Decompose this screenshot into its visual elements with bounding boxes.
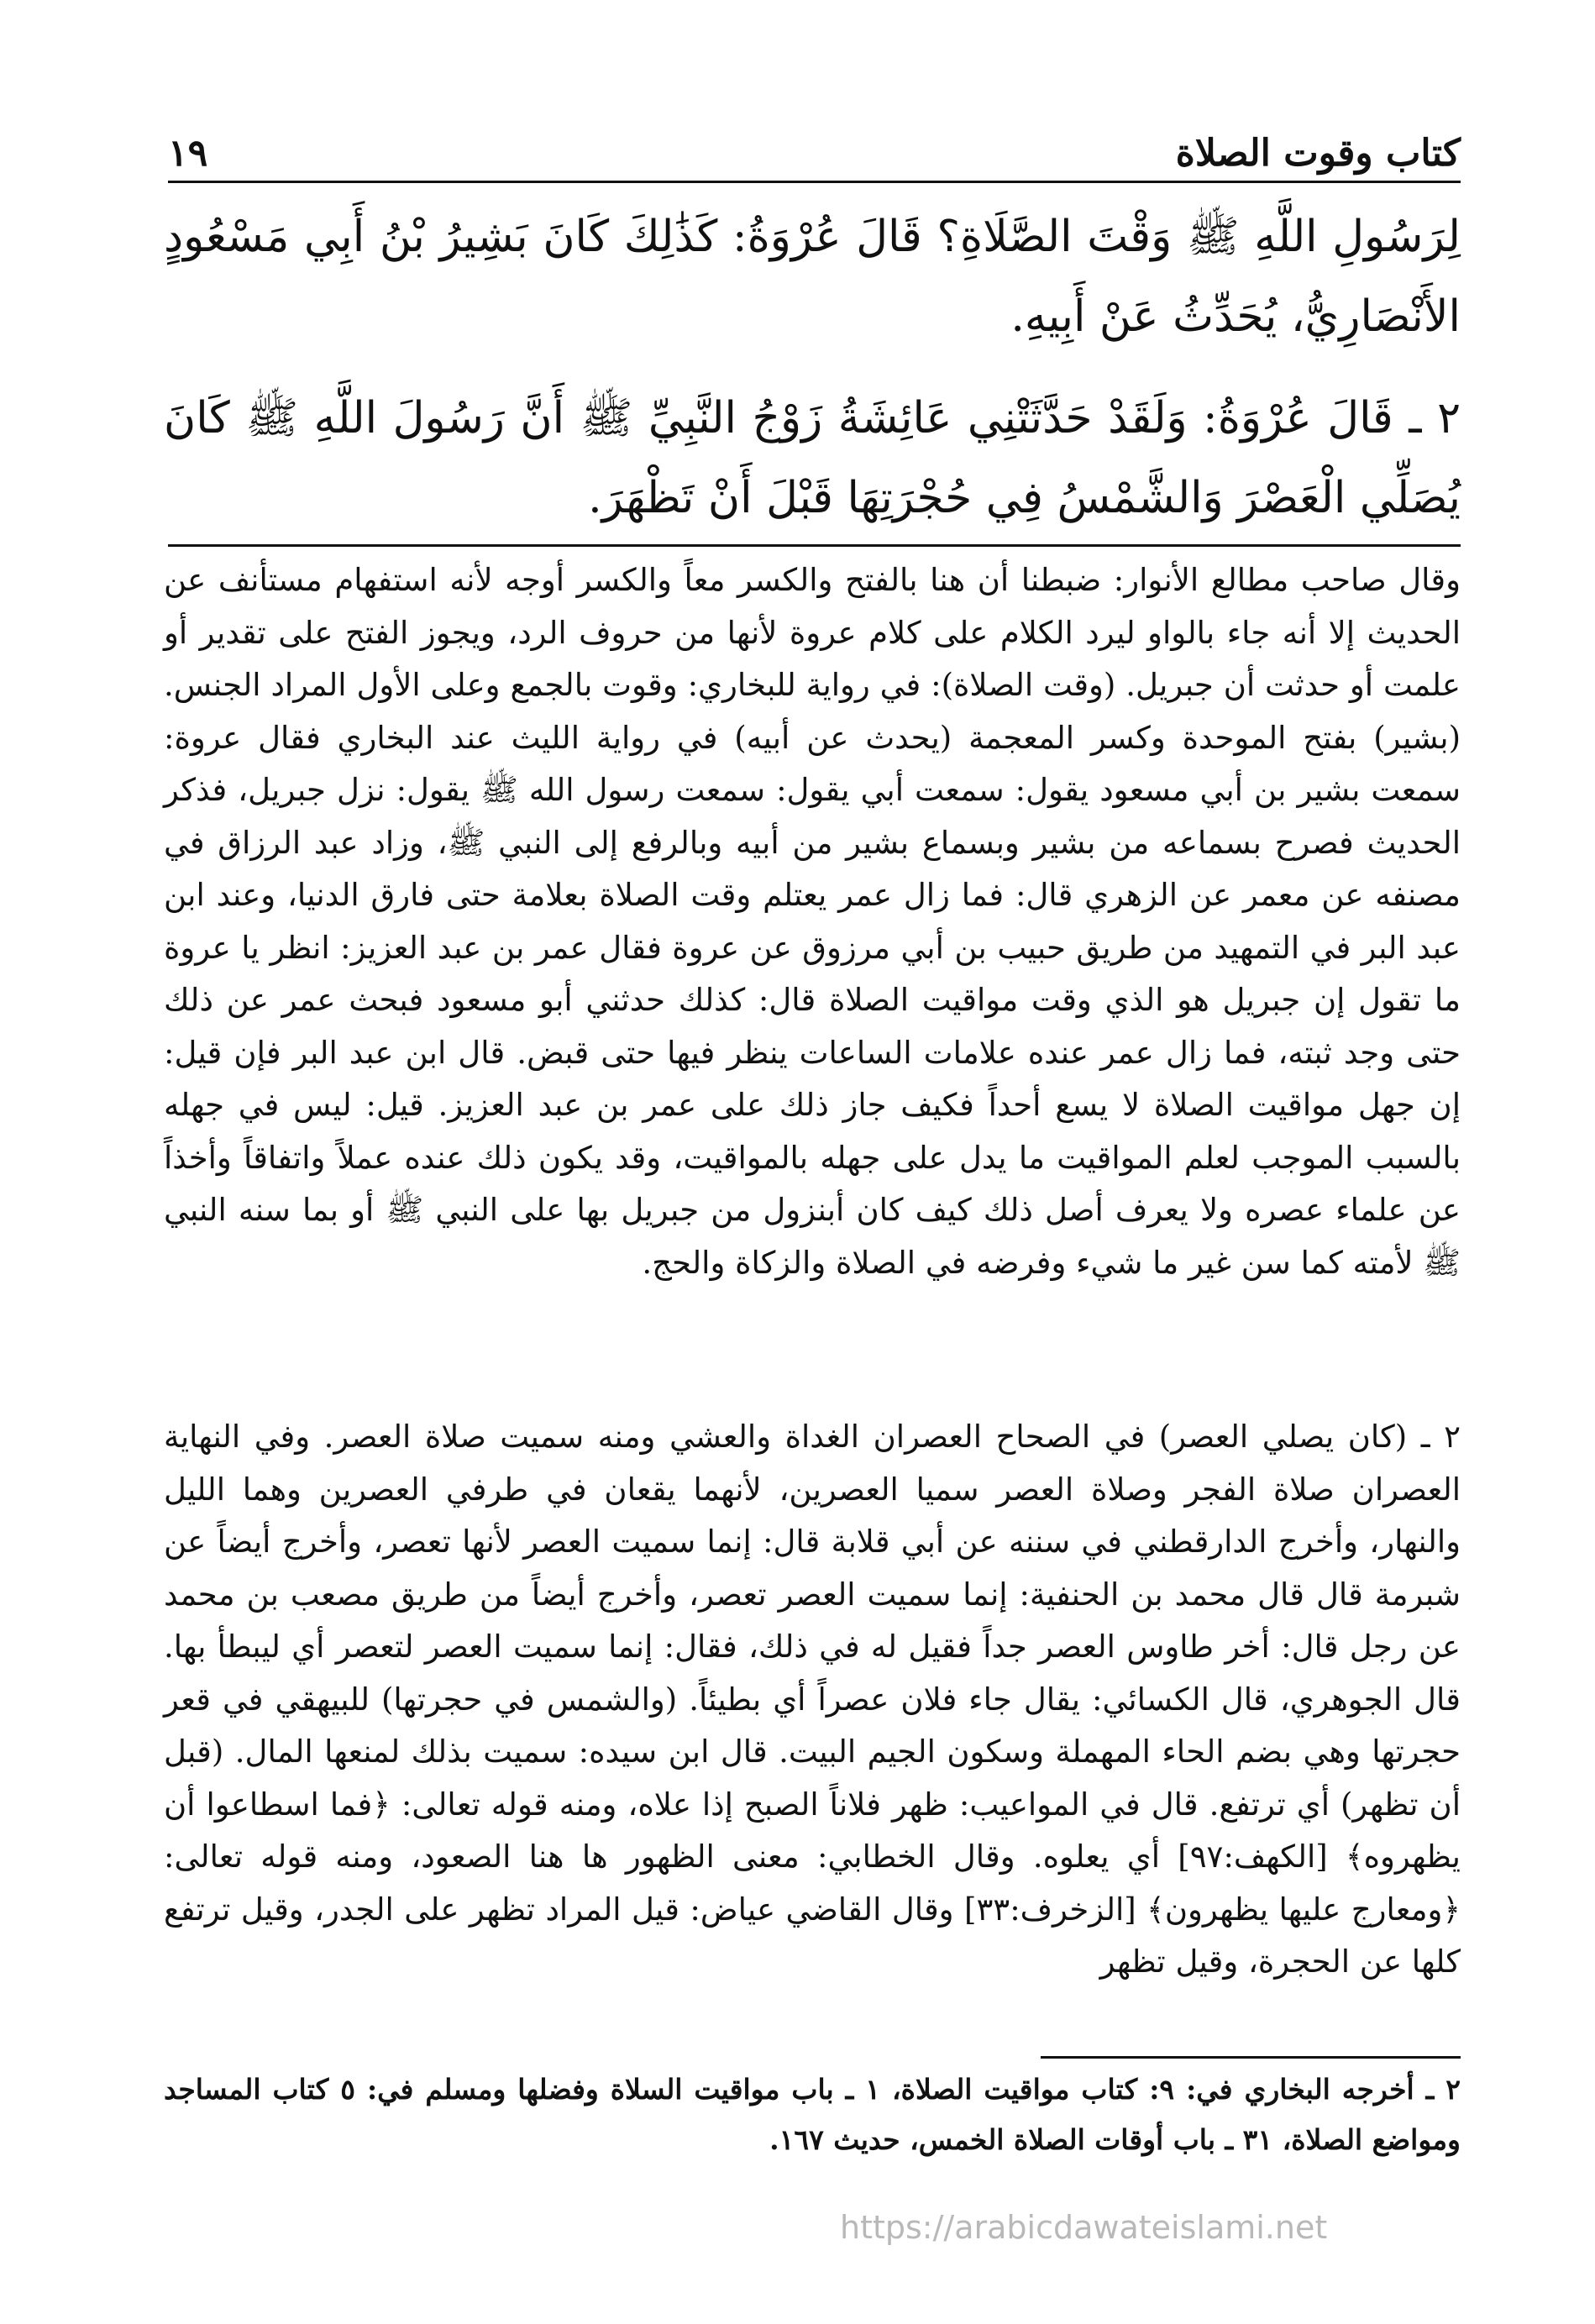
commentary-separator: [168, 544, 1461, 547]
commentary-block-1: [164, 554, 1461, 1289]
commentary-block-2: [164, 1411, 1461, 1989]
commentary-paragraph: وقال صاحب مطالع الأنوار: ضبطنا أن هنا بالفتح والكسر معاً والكسر أوجه لأنه استفهام مستأنف عن الحديث إلا أنه جاء بالواو ليرد الكلام على كلام عروة لأنها من حروف الرد، ويجوز الفتح على تقدير أو علمت أو حدثت أن جبريل. (وقت الصلاة): في رواية للبخاري: وقوت بالجمع وعلى الأول المراد الجنس. (بشير) بفتح الموحدة وكسر المعجمة (يحدث عن أبيه) في رواية الليث عند البخاري فقال عروة: سمعت بشير بن أبي مسعود يقول: سمعت أبي يقول: سمعت رسول الله ﷺ يقول: نزل جبريل، فذكر الحديث فصرح بسماعه من بشير وبسماع بشير من أبيه وبالرفع إلى النبي ﷺ، وزاد عبد الرزاق في مصنفه عن معمر عن الزهري قال: فما زال عمر يعتلم وقت الصلاة بعلامة حتى فارق الدنيا، وعند ابن عبد البر في التمهيد من طريق حبيب بن أبي مرزوق عن عروة فقال عمر بن عبد العزيز: انظر يا عروة ما تقول إن جبريل هو الذي وقت مواقيت الصلاة قال: كذلك حدثني أبو مسعود فبحث عمر عن ذلك حتى وجد ثبته، فما زال عمر عنده علامات الساعات ينظر فيها حتى قبض. قال ابن عبد البر فإن قيل: إن جهل مواقيت الصلاة لا يسع أحداً فكيف جاز ذلك على عمر بن عبد العزيز. قيل: ليس في جهله بالسبب الموجب لعلم المواقيت ما يدل على جهله بالمواقيت، وقد يكون ذلك عنده عملاً واتفاقاً وأخذاً عن علماء عصره ولا يعرف أصل ذلك كيف كان أبنزول من جبريل بها على النبي ﷺ أو بما سنه النبي ﷺ لأمته كما سن غير ما شيء وفرضه في الصلاة والزكاة والحج.: [164, 562, 1461, 1281]
footnote-paragraph: ٢ ـ أخرجه البخاري في: ٩: كتاب مواقيت الصلاة، ١ ـ باب مواقيت السلاة وفضلها ومسلم في: ٥ كتاب المساجد ومواضع الصلاة، ٣١ ـ باب أوقات الصلاة الخمس، حديث ١٦٧.: [164, 2073, 1461, 2156]
hadith-paragraph: لِرَسُولِ اللَّهِ ﷺ وَقْتَ الصَّلَاةِ؟ قَالَ عُرْوَةُ: كَذَٰلِكَ كَانَ بَشِيرُ بْنُ أَبِي مَسْعُودٍ الأَنْصَارِيُّ، يُحَدِّثُ عَنْ أَبِيهِ.: [164, 212, 1461, 342]
header-rule: [168, 181, 1461, 183]
footnote: [164, 2064, 1461, 2165]
watermark-url: https://arabicdawateislami.net: [840, 2209, 1328, 2246]
running-title: كتاب وقوت الصلاة: [1175, 132, 1461, 175]
page-number: ١٩: [168, 132, 208, 175]
commentary-paragraph: ٢ ـ (كان يصلي العصر) في الصحاح العصران الغداة والعشي ومنه سميت صلاة العصر. وفي النهاية العصران صلاة الفجر وصلاة العصر سميا العصرين، لأنهما يقعان في طرفي العصرين وهما الليل والنهار، وأخرج الدارقطني في سننه عن أبي قلابة قال: إنما سميت العصر لأنها تعصر، وأخرج أيضاً عن شبرمة قال قال محمد بن الحنفية: إنما سميت العصر تعصر، وأخرج أيضاً من طريق مصعب بن محمد عن رجل قال: أخر طاوس العصر جداً فقيل له في ذلك، فقال: إنما سميت العصر لتعصر أي ليبطأ بها. قال الجوهري، قال الكسائي: يقال جاء فلان عصراً أي بطيئاً. (والشمس في حجرتها) للبيهقي في قعر حجرتها وهي بضم الحاء المهملة وسكون الجيم البيت. قال ابن سيده: سميت بذلك لمنعها المال. (قبل أن تظهر) أي ترتفع. قال في المواعيب: ظهر فلاناً الصبح إذا علاه، ومنه قوله تعالى: ﴿فما اسطاعوا أن يظهروه﴾ [الكهف:٩٧] أي يعلوه. وقال الخطابي: معنى الظهور ها هنا الصعود، ومنه قوله تعالى: ﴿ومعارج عليها يظهرون﴾ [الزخرف:٣٣] وقال القاضي عياض: قيل المراد تظهر على الجدر، وقيل ترتفع كلها عن الحجرة، وقيل تظهر: [164, 1419, 1461, 1980]
hadith-paragraph: ٢ ـ قَالَ عُرْوَةُ: وَلَقَدْ حَدَّثَتْنِي عَائِشَةُ زَوْجُ النَّبِيِّ ﷺ أَنَّ رَسُولَ اللَّهِ ﷺ كَانَ يُصَلِّي الْعَصْرَ وَالشَّمْسُ فِي حُجْرَتِهَا قَبْلَ أَنْ تَظْهَرَ.: [164, 393, 1461, 523]
page-header: [168, 116, 1461, 175]
footnote-rule: [1041, 2056, 1461, 2059]
hadith-text: [164, 197, 1461, 538]
